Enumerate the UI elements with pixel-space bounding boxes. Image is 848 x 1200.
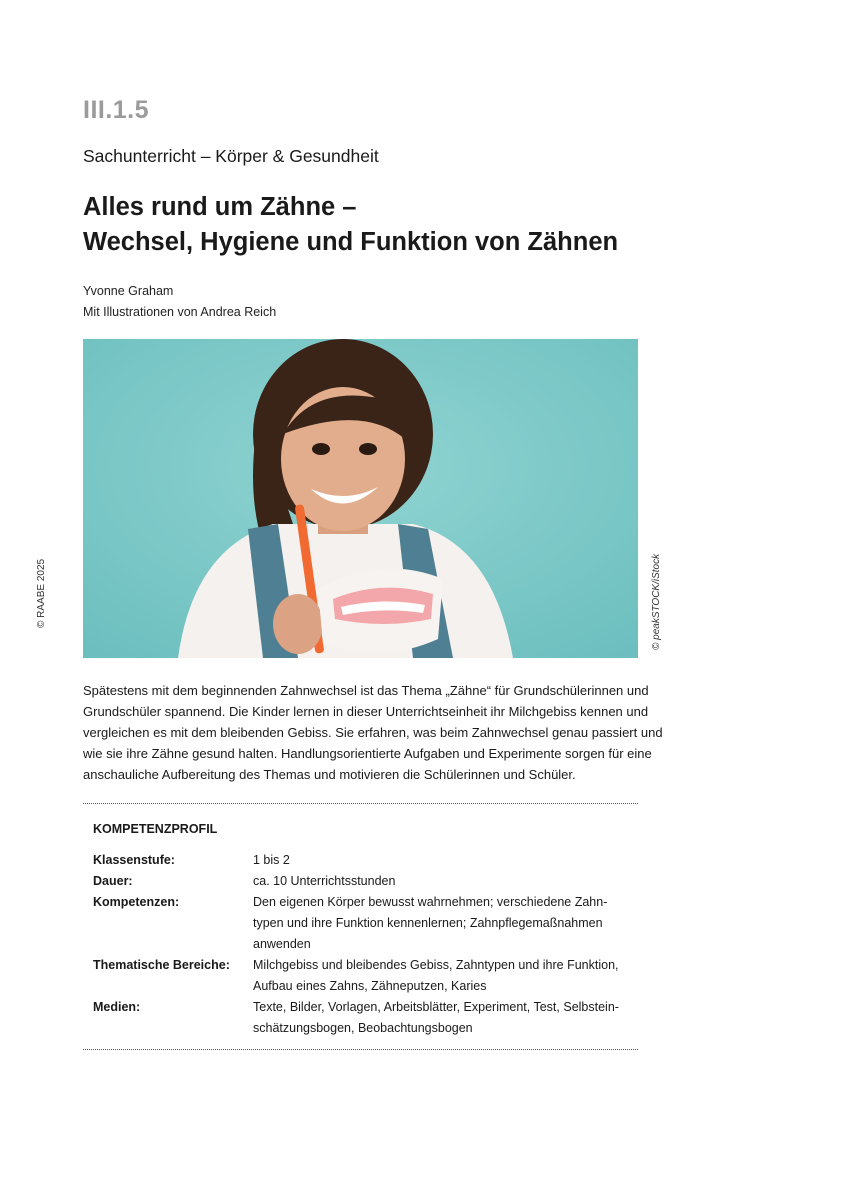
value-line: Texte, Bilder, Vorlagen, Arbeitsblätter, Experiment, Test, Selbstein- — [253, 1000, 619, 1014]
value-line: typen und ihre Funktion kennenlernen; Zahnpflegemaßnahmen — [253, 916, 603, 930]
photo-credit: © peakSTOCK/iStock — [651, 553, 662, 650]
intro-line: vergleichen es mit dem bleibenden Gebiss. Sie erfahren, was beim Zahnwechsel genau passiert und — [83, 725, 663, 740]
value-line: anwenden — [253, 937, 311, 951]
profile-row-competences — [93, 892, 723, 955]
intro-line: Spätestens mit dem beginnenden Zahnwechsel ist das Thema „Zähne“ für Grundschülerinnen und — [83, 683, 649, 698]
illustrator-credit: Mit Illustrationen von Andrea Reich — [83, 305, 277, 319]
value-line: Aufbau eines Zahns, Zähneputzen, Karies — [253, 979, 487, 993]
row-label: Thematische Bereiche: — [93, 958, 230, 972]
unit-code: III.1.5 — [83, 96, 150, 124]
title-line-2: Wechsel, Hygiene und Funktion von Zähnen — [83, 228, 619, 256]
row-value — [253, 997, 693, 1039]
intro-line: Grundschüler spannend. Die Kinder lernen in dieser Unterrichtseinheit ihr Milchgebiss kennen und — [83, 704, 649, 719]
value-line: Milchgebiss und bleibendes Gebiss, Zahntypen und ihre Funktion, — [253, 958, 619, 972]
divider-bottom — [83, 1049, 638, 1050]
cover-photo — [83, 339, 638, 658]
row-value — [253, 871, 693, 892]
row-value — [253, 892, 693, 955]
author-name: Yvonne Graham — [83, 284, 174, 298]
row-label: Kompetenzen: — [93, 895, 180, 909]
author-block — [83, 281, 276, 323]
row-label: Dauer: — [93, 874, 133, 888]
value-line: ca. 10 Unterrichtsstunden — [253, 874, 396, 888]
profile-row-topics — [93, 955, 723, 997]
value-line: Den eigenen Körper bewusst wahrnehmen; verschiedene Zahn- — [253, 895, 608, 909]
subject-heading: Sachunterricht – Körper & Gesundheit — [83, 146, 379, 166]
value-line: schätzungsbogen, Beobachtungsbogen — [253, 1021, 473, 1035]
intro-line: anschauliche Aufbereitung des Themas und motivieren die Schülerinnen und Schüler. — [83, 767, 576, 782]
page-title — [83, 190, 618, 260]
profile-heading: KOMPETENZPROFIL — [93, 822, 218, 836]
profile-row-media — [93, 997, 723, 1039]
row-label: Medien: — [93, 1000, 141, 1014]
value-line: 1 bis 2 — [253, 853, 290, 867]
row-value — [253, 850, 693, 871]
title-line-1: Alles rund um Zähne – — [83, 193, 357, 221]
copyright-notice: © RAABE 2025 — [36, 558, 47, 628]
intro-paragraph — [83, 680, 723, 785]
intro-line: wie sie ihre Zähne gesund halten. Handlungsorientierte Aufgaben und Experimente sorgen für eine — [83, 746, 652, 761]
profile-row-grade — [93, 850, 723, 871]
lower-content — [83, 680, 723, 1050]
row-value — [253, 955, 693, 997]
competence-profile — [83, 804, 723, 1049]
row-label: Klassenstufe: — [93, 853, 175, 867]
girl-with-toothbrush-image — [83, 339, 638, 658]
profile-row-duration — [93, 871, 723, 892]
